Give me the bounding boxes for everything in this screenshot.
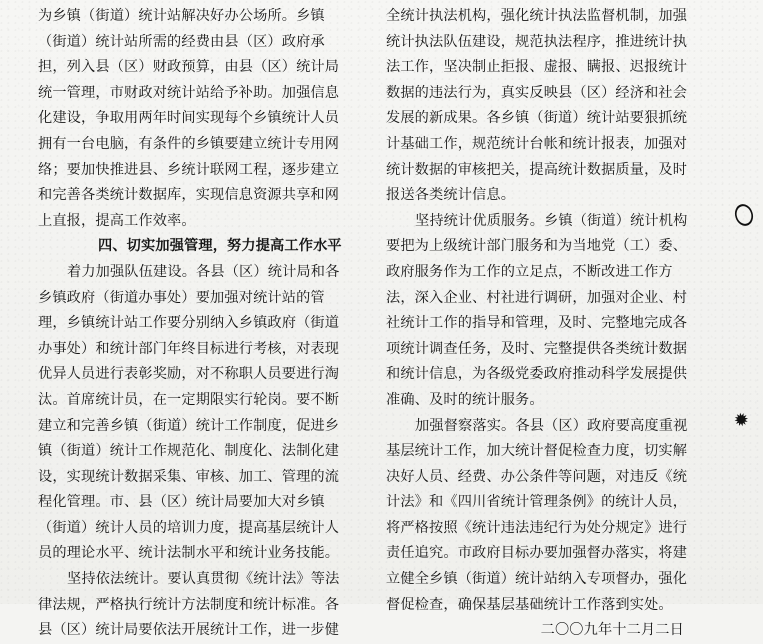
- left-line-3: 担，列入县（区）财政预算，由县（区）统计局: [38, 59, 340, 76]
- right-line-15: 和统计信息，为各级党委政府推动科学发展提供: [386, 366, 688, 383]
- left-line-7: 络；要加快推进县、乡统计联网工程，逐步建立: [38, 161, 340, 178]
- right-line-19: 决好人员、经费、办公条件等问题，对违反《统: [386, 468, 688, 485]
- right-line-21: 将严格按照《统计违法违纪行为处分规定》进行: [386, 519, 688, 536]
- left-line-17: 建立和完善乡镇（街道）统计工作制度，促进乡: [38, 417, 340, 434]
- right-line-5: 发展的新成果。各乡镇（街道）统计站要狠抓统: [386, 110, 688, 127]
- left-line-2: （街道）统计站所需的经费由县（区）政府承: [38, 33, 325, 50]
- star-mark: ✹: [732, 408, 751, 433]
- right-line-8: 报送各类统计信息。: [386, 187, 516, 204]
- left-line-5: 化建设，争取用两年时间实现每个乡镇统计人员: [38, 110, 340, 127]
- right-line-17: 加强督察落实。各县（区）政府要高度重视: [415, 417, 688, 434]
- right-line-2: 统计执法队伍建设，规范执法程序，推进统计执: [386, 33, 688, 50]
- left-line-12: 乡镇政府（街道办事处）要加强对统计站的管: [38, 289, 325, 306]
- right-line-4: 数据的违法行为，真实反映县（区）经济和社会: [386, 84, 688, 101]
- left-line-14: 办事处）和统计部门年终目标进行考核，对表现: [38, 340, 340, 357]
- left-line-8: 和完善各类统计数据库，实现信息资源共享和网: [38, 187, 340, 204]
- left-line-20: 程化管理。市、县（区）统计局要加大对乡镇: [38, 494, 325, 511]
- left-line-6: 拥有一台电脑，有条件的乡镇要建立统计专用网: [38, 135, 340, 152]
- left-column: [38, 4, 370, 644]
- right-line-18: 基层统计工作，加大统计督促检查力度，切实解: [386, 443, 688, 460]
- right-line-20: 计法》和《四川省统计管理条例》的统计人员，: [386, 494, 688, 511]
- right-line-16: 准确、及时的统计服务。: [386, 391, 544, 408]
- right-line-12: 法，深入企业、村社进行调研，加强对企业、村: [386, 289, 688, 306]
- circle-mark: [732, 202, 756, 228]
- left-line-19: 设，实现统计数据采集、审核、加工、管理的流: [38, 468, 340, 485]
- left-line-22: 员的理论水平、统计法制水平和统计业务技能。: [38, 545, 340, 562]
- document-date: 二〇〇九年十二月二日: [540, 622, 684, 639]
- right-line-6: 计基础工作，规范统计台帐和统计报表，加强对: [386, 135, 688, 152]
- right-line-3: 法工作，坚决制止拒报、虚报、瞒报、迟报统计: [386, 59, 688, 76]
- left-line-16: 汰。首席统计员，在一定期限实行轮岗。要不断: [38, 391, 340, 408]
- right-line-9: 坚持统计优质服务。乡镇（街道）统计机构: [415, 212, 688, 229]
- right-line-7: 统计数据的审核把关，提高统计数据质量，及时: [386, 161, 688, 178]
- left-line-9: 上直报，提高工作效率。: [38, 212, 196, 229]
- left-line-25: 县（区）统计局要依法开展统计工作，进一步健: [38, 622, 340, 639]
- right-line-14: 项统计调查任务，及时、完整提供各类统计数据: [386, 340, 688, 357]
- right-line-11: 政府服务作为工作的立足点，不断改进工作方: [386, 263, 673, 280]
- right-line-1: 全统计执法机构，强化统计执法监督机制，加强: [386, 8, 688, 24]
- right-line-22: 责任追究。市政府目标办要加强督办落实，将建: [386, 545, 688, 562]
- left-line-18: 镇（街道）统计工作规范化、制度化、法制化建: [38, 443, 340, 460]
- right-line-10: 要把为上级统计部门服务和为当地党（工）委、: [386, 238, 688, 255]
- left-line-23: 坚持依法统计。要认真贯彻《统计法》等法: [67, 571, 340, 588]
- right-line-24: 督促检查，确保基层基础统计工作落到实处。: [386, 596, 673, 613]
- left-line-4: 统一管理，市财政对统计站给予补助。加强信息: [38, 84, 340, 101]
- left-line-11: 着力加强队伍建设。各县（区）统计局和各: [67, 263, 340, 280]
- left-line-1: 为乡镇（街道）统计站解决好办公场所。乡镇: [38, 8, 325, 24]
- left-line-13: 理，乡镇统计站工作要分别纳入乡镇政府（街道: [38, 315, 340, 332]
- left-line-21: （街道）统计人员的培训力度，提高基层统计人: [38, 519, 340, 536]
- right-column: [386, 4, 718, 644]
- section-heading-4: 四、切实加强管理，努力提高工作水平: [98, 238, 342, 255]
- left-line-15: 优异人员进行表彰奖励，对不称职人员要进行淘: [38, 366, 340, 383]
- right-line-13: 社统计工作的指导和管理，及时、完整地完成各: [386, 315, 688, 332]
- left-line-24: 律法规，严格执行统计方法制度和统计标准。各: [38, 596, 340, 613]
- right-line-23: 立健全乡镇（街道）统计站纳入专项督办，强化: [386, 571, 688, 588]
